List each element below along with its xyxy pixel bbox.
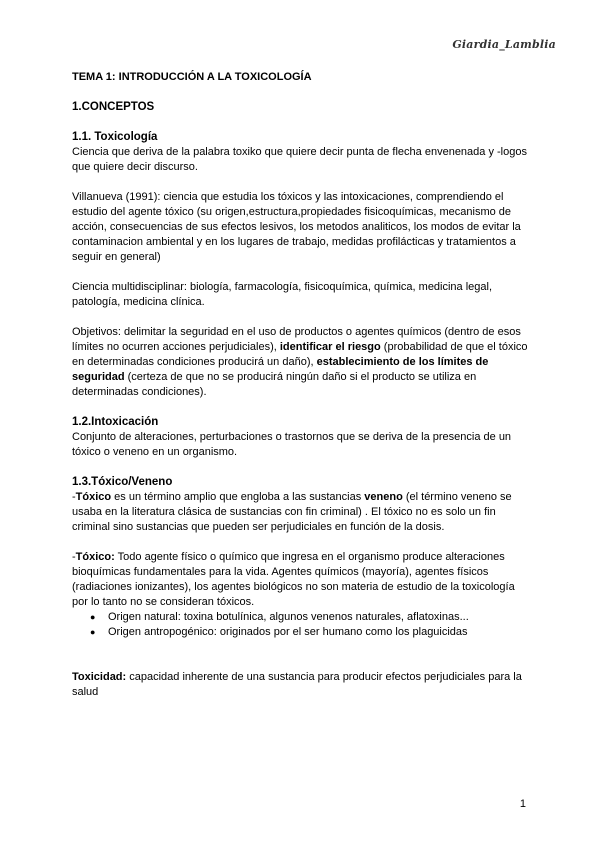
objetivos-bold-riesgo: identificar el riesgo xyxy=(279,341,381,353)
objetivos-text-1: Objetivos: delimitar la seguridad en el uso de productos o agentes químicos (dentro de esos límites no ocurren acciones perjudiciales), xyxy=(72,326,521,353)
subsection-heading-toxico-veneno: 1.3.Tóxico/Veneno xyxy=(72,476,173,488)
toxico-paragraph-1 xyxy=(72,490,532,535)
topic-title: TEMA 1: INTRODUCCIÓN A LA TOXICOLOGÍA xyxy=(72,71,312,83)
subsection-heading-toxicologia: 1.1. Toxicología xyxy=(72,131,158,143)
toxico-p1-text-1: es un término amplio que engloba a las sustancias xyxy=(111,491,365,503)
toxicologia-definition: Ciencia que deriva de la palabra toxiko que quiere decir punta de flecha envenenada y -logos que quiere decir discurso. xyxy=(72,146,527,173)
page-number: 1 xyxy=(519,798,526,810)
villanueva-definition: Villanueva (1991): ciencia que estudia los tóxicos y las intoxicaciones, comprendiendo el estudio del agente tóxico (su origen,estructura,propiedades fisicoquímicas, mecanismo de acción, consecuencias de sus efectos lesivos, los metodos analiticos, los modos de evitar la contaminacion ambiental y en los lugares de trabajo, medidas profilácticas y tratamientos a seguir en general) xyxy=(72,191,521,263)
toxico-p2-text: Todo agente físico o químico que ingresa en el organismo produce alteraciones bioquímicas fundamentales para la vida. Agentes químicos (mayoría), agentes físicos (radiaciones ionizantes), los agentes biológicos no son materia de estudio de la toxicología por lo tanto no se consideran tóxicos. xyxy=(72,551,515,608)
objetivos-text-2: (probabilidad de que el tóxico en determinadas condiciones producirá un daño), xyxy=(72,341,528,368)
toxicidad-text: capacidad inherente de una sustancia para producir efectos perjudiciales para la salud xyxy=(72,671,522,698)
toxico-p1-bold-toxico: Tóxico xyxy=(75,491,112,503)
toxicidad-paragraph xyxy=(72,670,532,700)
toxico-paragraph-2 xyxy=(72,550,532,610)
list-item: ● Origen antropogénico: originados por el ser humano como los plaguicidas xyxy=(108,625,532,640)
toxico-p1-prefix: - xyxy=(72,491,76,503)
objetivos-bold-limites: establecimiento de los límites de seguridad xyxy=(72,356,489,383)
intoxicacion-definition: Conjunto de alteraciones, perturbaciones o trastornos que se deriva de la presencia de un tóxico o veneno en un organismo. xyxy=(72,431,512,458)
document-body xyxy=(72,70,532,700)
objetivos-text-3: (certeza de que no se producirá ningún daño si el producto se utiliza en determinadas condiciones). xyxy=(72,371,477,398)
section-heading-conceptos: 1.CONCEPTOS xyxy=(72,101,155,113)
toxico-p1-text-2: (el término veneno se usaba en la literatura clásica de sustancias con fin criminal) . El tóxico no es solo un fin criminal sino sustancias que pueden ser perjudiciales en función de la dosis. xyxy=(72,491,512,533)
multidisciplinar-paragraph: Ciencia multidisciplinar: biología, farmacología, fisicoquímica, química, medicina legal, patología, medicina clínica. xyxy=(72,281,493,308)
author-watermark: Giardia_Lamblia xyxy=(452,38,556,51)
toxico-p2-prefix: - xyxy=(72,551,76,563)
toxico-p2-bold: Tóxico: xyxy=(75,551,115,563)
toxicidad-bold: Toxicidad: xyxy=(72,671,127,683)
origin-list xyxy=(72,610,532,640)
objetivos-paragraph xyxy=(72,325,532,400)
toxico-p1-bold-veneno: veneno xyxy=(364,491,403,503)
list-item: ● Origen natural: toxina botulínica, algunos venenos naturales, aflatoxinas... xyxy=(108,610,532,625)
subsection-heading-intoxicacion: 1.2.Intoxicación xyxy=(72,416,159,428)
